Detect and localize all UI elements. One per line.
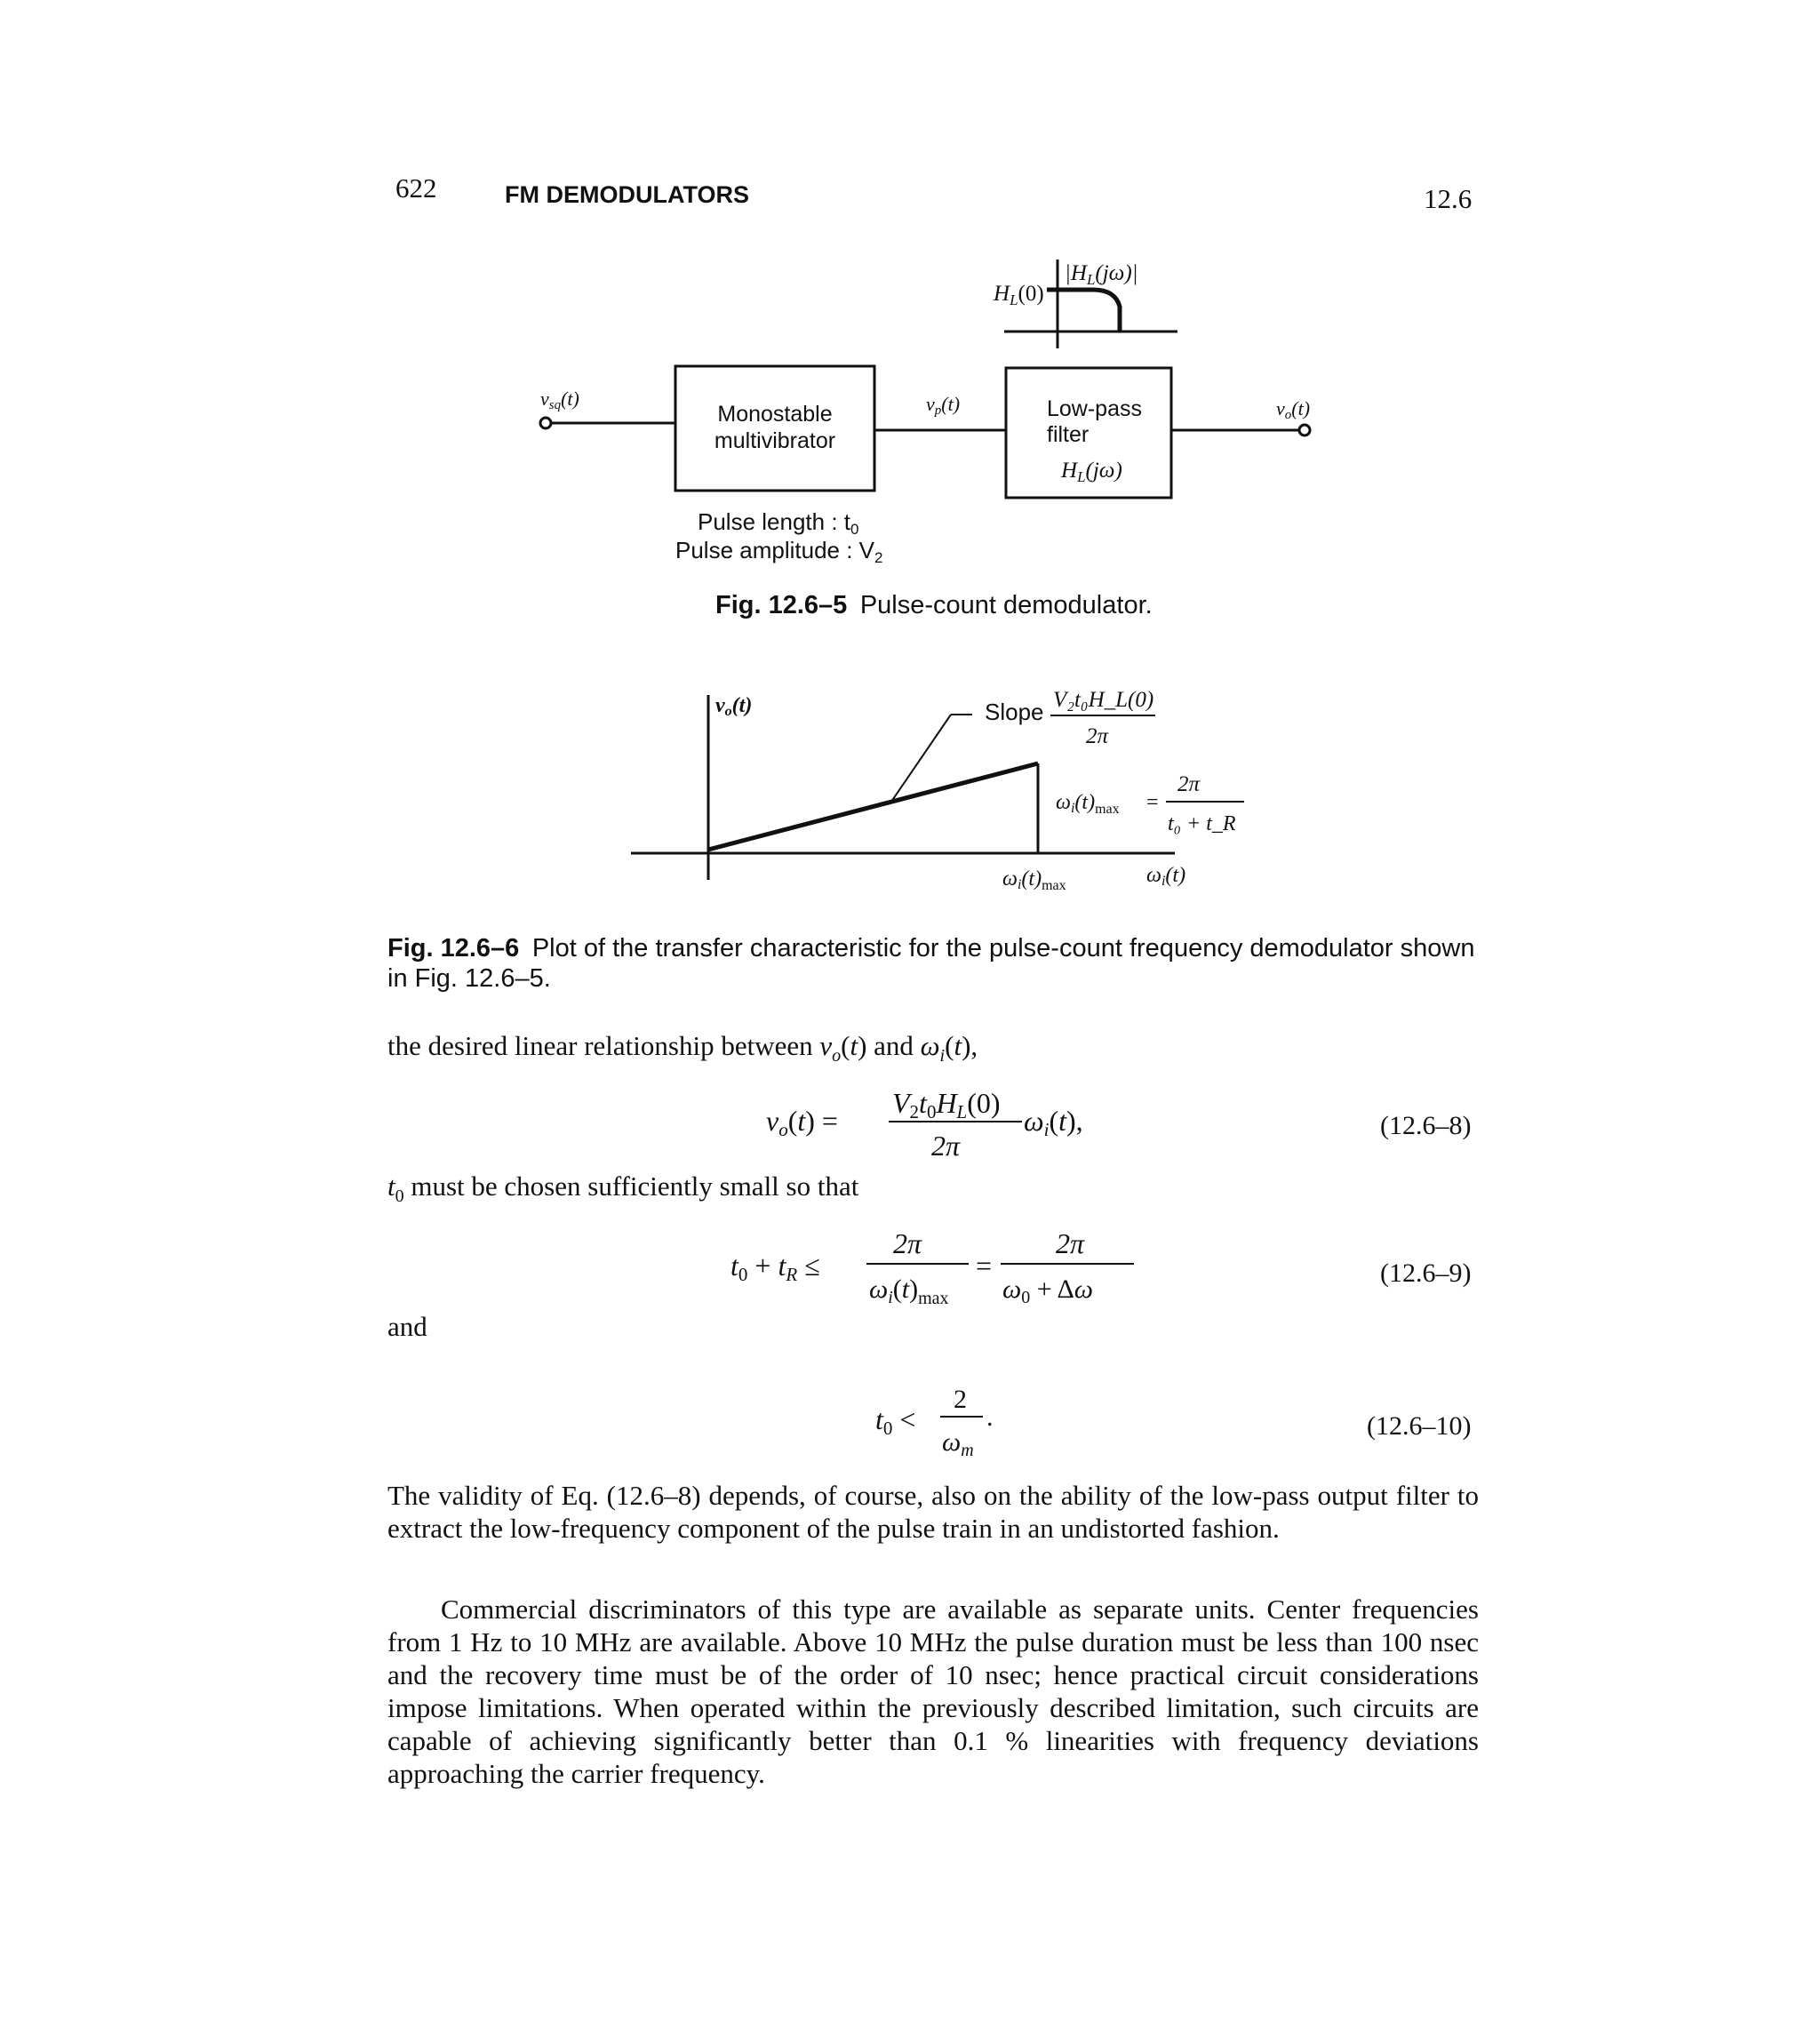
slope-numerator: V₂t₀H_L(0) <box>1053 688 1154 712</box>
svg-text:t0 <: t0 < <box>875 1403 916 1439</box>
svg-text:|HL(jω)|: $|H_L(j\omega)|$ <box>1065 261 1138 288</box>
text-line-chosen: $t_0$ must be chosen sufficiently small so that <box>387 1170 859 1207</box>
lowpass-label-2: filter <box>1047 422 1090 447</box>
svg-text:V2t0HL(0): V2t0HL(0) <box>892 1087 1001 1122</box>
input-signal-label: vsq(t) <box>540 387 579 412</box>
eq-number-12-6-10: (12.6–10) <box>1367 1411 1472 1441</box>
caption-label: Fig. 12.6–6 <box>387 934 520 963</box>
pulse-train-label: vp(t) <box>926 393 961 418</box>
running-title: FM DEMODULATORS <box>505 181 749 208</box>
caption-line-2: in Fig. 12.6–5. <box>387 964 551 993</box>
caption-line-1: Plot of the transfer characteristic for the pulse-count frequency demodulator shown <box>531 934 1475 963</box>
section-number: 12.6 <box>1424 183 1473 214</box>
paragraph-validity: The validity of Eq. (12.6–8) depends, of course, also on the ability of the low-pass output filter to extract the low-frequency component of the pulse train in an undistorted fashion. <box>387 1480 1479 1544</box>
lowpass-label-1: Low-pass <box>1047 396 1142 421</box>
caption-text: Pulse-count demodulator. <box>859 591 1153 619</box>
svg-text:2π: 2π <box>1056 1227 1085 1259</box>
eq-number-12-6-8: (12.6–8) <box>1380 1111 1472 1140</box>
text-and: and <box>387 1311 427 1342</box>
slope-denominator: 2π <box>1086 724 1109 748</box>
page-number: 622 <box>395 172 437 204</box>
svg-text:ωi(t)max: $\omega_i(t)_{max}$ <box>869 1274 949 1308</box>
lowpass-transfer-function: $H_L(j\omega)$ <box>1061 459 1122 485</box>
svg-text:2π: 2π <box>931 1130 961 1162</box>
wmax-lhs: $\omega i(t)_{max}$ <box>1056 791 1120 817</box>
y-axis-label: vo(t) <box>715 694 753 719</box>
svg-text:HL(0): $H_L(0)$ <box>994 282 1044 308</box>
x-axis-label: ωi(t) <box>1146 864 1186 889</box>
svg-text:t0 + tR ≤: t0 + tR ≤ <box>730 1250 820 1285</box>
eq-number-12-6-9: (12.6–9) <box>1380 1258 1472 1288</box>
svg-text:ω0 + Δω: $\omega_0 + \Delta\omega$ <box>1002 1274 1093 1307</box>
svg-text:.: . <box>986 1402 994 1432</box>
svg-text:vo(t) =: vo(t) = <box>766 1105 838 1140</box>
caption-label: Fig. 12.6–5 <box>715 591 848 619</box>
svg-text:ωi(t),: ωi(t), <box>1024 1105 1083 1140</box>
wmax-numerator: 2π <box>1177 772 1201 796</box>
svg-text:2π: 2π <box>893 1227 922 1259</box>
output-signal-label: vo(t) <box>1276 397 1311 422</box>
slope-label: Slope <box>985 699 1044 725</box>
x-tick-label: $\omega i(t)_{max}$ <box>1002 867 1066 893</box>
svg-text:2: 2 <box>954 1385 967 1414</box>
monostable-label-1: Monostable <box>717 402 833 427</box>
pulse-amplitude-note: Pulse amplitude : V2 <box>675 537 883 566</box>
svg-text:=: = <box>976 1250 993 1282</box>
monostable-label-2: multivibrator <box>714 428 836 453</box>
svg-text:ωm: $\omega_m$ <box>942 1427 974 1460</box>
paragraph-commercial: Commercial discriminators of this type are available as separate units. Center frequencies from 1 Hz to 10 MHz are available. Above 10 MHz the pulse duration must be less than 100 nsec and the recovery time must be of the order of 10 nsec; hence practical circuit considerations impose limitations. When operated within the previously described limitation, such circuits are capable of achieving significantly better than 0.1 % linearities with frequency deviations approaching the carrier frequency. <box>387 1594 1479 1789</box>
text-line-relationship: the desired linear relationship between $v_o(t)$ and $\omega_i(t)$, <box>387 1030 978 1066</box>
wmax-denominator: t₀ + t_R <box>1168 812 1236 835</box>
pulse-length-note: Pulse length : t0 <box>698 508 859 538</box>
wmax-equals: = <box>1146 791 1159 814</box>
